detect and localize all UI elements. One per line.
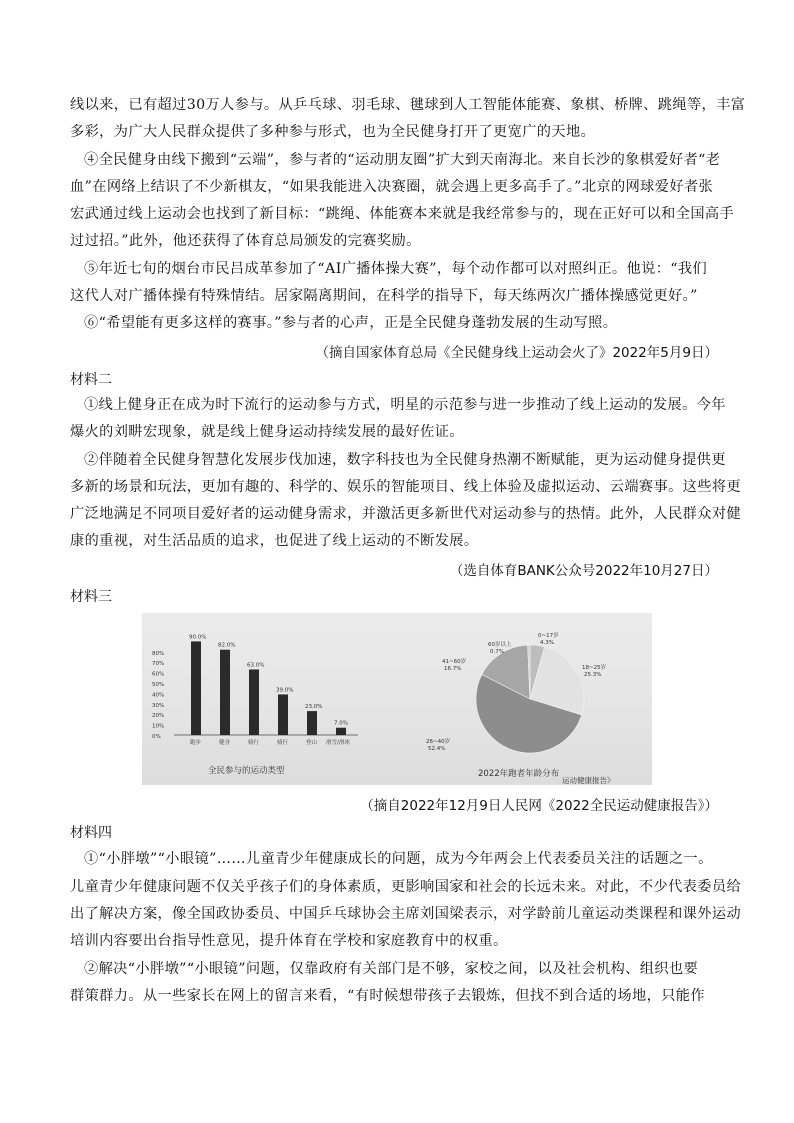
paragraph-line: 康的重视，对生活品质的追求，也促进了线上运动的不断发展。 xyxy=(70,533,479,549)
pie-caption-fragment: 运动健康报告》 xyxy=(562,776,615,785)
section-heading: 材料三 xyxy=(70,589,112,605)
y-tick-label: 10% xyxy=(152,723,165,730)
bar xyxy=(220,650,230,735)
section-heading: 材料二 xyxy=(70,372,112,388)
bar-value-label: 7.0% xyxy=(334,720,348,727)
paragraph-line: ①“小胖墩”“小眼镜”……儿童青少年健康成长的问题，成为今年两会上代表委员关注的话题之一。 xyxy=(84,851,713,867)
x-tick-label: 登山 xyxy=(306,740,318,746)
bar-chart-title: 全民参与的运动类型 xyxy=(208,766,285,776)
x-tick-label: 跑步 xyxy=(190,740,202,746)
pie-slice-value: 52.4% xyxy=(428,746,446,752)
chart-photo xyxy=(142,613,652,785)
y-tick-label: 50% xyxy=(152,682,165,688)
bar xyxy=(307,711,317,735)
paragraph-line: 儿童青少年健康问题不仅关乎孩子们的身体素质，更影响国家和社会的长远未来。对此，不少代表委员给 xyxy=(70,879,742,895)
x-tick-label: 骑行 xyxy=(277,740,289,746)
bar xyxy=(249,669,259,735)
paragraph-line: 广泛地满足不同项目爱好者的运动健身需求，并激活更多新世代对运动参与的热情。此外，人民群众对健 xyxy=(70,506,742,522)
paragraph-line: ⑥“希望能有更多这样的赛事。”参与者的心声，正是全民健身蓬勃发展的生动写照。 xyxy=(84,315,618,331)
paragraph-line: ⑤年近七旬的烟台市民吕成革参加了“AI广播体操大赛”，每个动作都可以对照纠正。他说：“我们 xyxy=(84,261,708,277)
pie-slice-value: 0.7% xyxy=(490,649,504,655)
y-tick-label: 30% xyxy=(152,702,165,709)
pie-slice-value: 25.3% xyxy=(584,672,602,678)
pie-slice-label: 0~17岁 xyxy=(538,633,559,639)
pie-chart-title: 2022年跑者年龄分布 xyxy=(478,769,560,779)
bar-value-label: 39.0% xyxy=(276,687,294,694)
y-tick-label: 20% xyxy=(152,713,165,720)
bar-chart xyxy=(152,634,358,776)
pie-chart xyxy=(426,631,615,785)
y-tick-label: 60% xyxy=(152,671,165,678)
paragraph-line: ②解决“小胖墩”“小眼镜”问题，仅靠政府有关部门是不够，家校之间，以及社会机构、组织也要 xyxy=(84,961,699,977)
paragraph-line: 这代人对广播体操有特殊情结。居家隔离期间，在科学的指导下，每天练两次广播体操感觉更好。” xyxy=(70,288,698,304)
bar xyxy=(191,641,201,735)
bar xyxy=(336,728,346,735)
y-tick-label: 40% xyxy=(152,692,165,699)
pie-slice-value: 4.3% xyxy=(540,640,554,646)
paragraph-line: ④全民健身由线下搬到“云端”，参与者的“运动朋友圈”扩大到天南海北。来自长沙的象棋爱好者“老 xyxy=(84,152,721,168)
y-tick-label: 80% xyxy=(152,650,165,657)
paragraph-line: 过过招。”此外，他还获得了体育总局颁发的完赛奖励。 xyxy=(70,233,421,249)
section-heading: 材料四 xyxy=(70,825,112,841)
pie-slice-label: 26~40岁 xyxy=(426,739,451,745)
y-tick-label: 0% xyxy=(152,734,161,740)
paragraph-line: 出了解决方案，像全国政协委员、中国乒乓球协会主席刘国梁表示，对学龄前儿童运动类课程和课外运动 xyxy=(70,906,742,922)
chart-svg xyxy=(142,613,652,785)
bar-value-label: 82.0% xyxy=(218,642,236,649)
bar-value-label: 63.0% xyxy=(247,662,265,669)
pie-slice-label: 41~60岁 xyxy=(442,659,467,665)
x-tick-label: 健身 xyxy=(219,740,231,746)
source-citation: （选自体育BANK公众号2022年10月27日） xyxy=(449,563,718,579)
paragraph-line: 多新的场景和玩法，更加有趣的、科学的、娱乐的智能项目、线上体验及虚拟运动、云端赛事。这些将更 xyxy=(70,479,742,495)
pie-slice-label: 60岁以上 xyxy=(488,642,512,648)
paragraph-line: ②伴随着全民健身智慧化发展步伐加速，数字科技也为全民健身热潮不断赋能，更为运动健身提供更 xyxy=(84,452,726,468)
pie-slice-value: 16.7% xyxy=(444,666,462,672)
paragraph-line: 爆火的刘畊宏现象，就是线上健身运动持续发展的最好佐证。 xyxy=(70,424,464,440)
x-tick-label: 骑行 xyxy=(248,740,260,746)
bar-value-label: 23.0% xyxy=(305,704,323,711)
y-tick-label: 70% xyxy=(152,661,165,668)
paragraph-line: 多彩，为广大人民群众提供了多种参与形式，也为全民健身打开了更宽广的天地。 xyxy=(70,124,596,140)
paragraph-line: 群策群力。从一些家长在网上的留言来看，“有时候想带孩子去锻炼，但找不到合适的场地，只能作 xyxy=(70,988,705,1004)
pie-slice-label: 18~25岁 xyxy=(582,665,607,671)
paragraph-line: 培训内容要出台指导性意见，提升体育在学校和家庭教育中的权重。 xyxy=(70,933,508,949)
bar-value-label: 90.0% xyxy=(189,634,207,641)
paragraph-line: ①线上健身正在成为时下流行的运动参与方式，明星的示范参与进一步推动了线上运动的发展。今年 xyxy=(84,397,726,413)
bar xyxy=(278,694,288,735)
paragraph-line: 血”在网络上结识了不少新棋友，“如果我能进入决赛圈，就会遇上更多高手了。”北京的网球爱好者张 xyxy=(70,179,714,195)
source-citation: （摘自2022年12月9日人民网《2022全民运动健康报告》） xyxy=(360,798,718,814)
paragraph-line: 线以来，已有超过30万人参与。从乒乓球、羽毛球、毽球到人工智能体能赛、象棋、桥牌、跳绳等，丰富 xyxy=(70,97,746,113)
source-citation: （摘自国家体育总局《全民健身线上运动会火了》2022年5月9日） xyxy=(315,345,718,361)
x-tick-label: 滑雪/滑冰 xyxy=(326,740,350,746)
paragraph-line: 宏武通过线上运动会也找到了新目标：“跳绳、体能赛本来就是我经常参与的，现在正好可以和全国高手 xyxy=(70,206,735,222)
